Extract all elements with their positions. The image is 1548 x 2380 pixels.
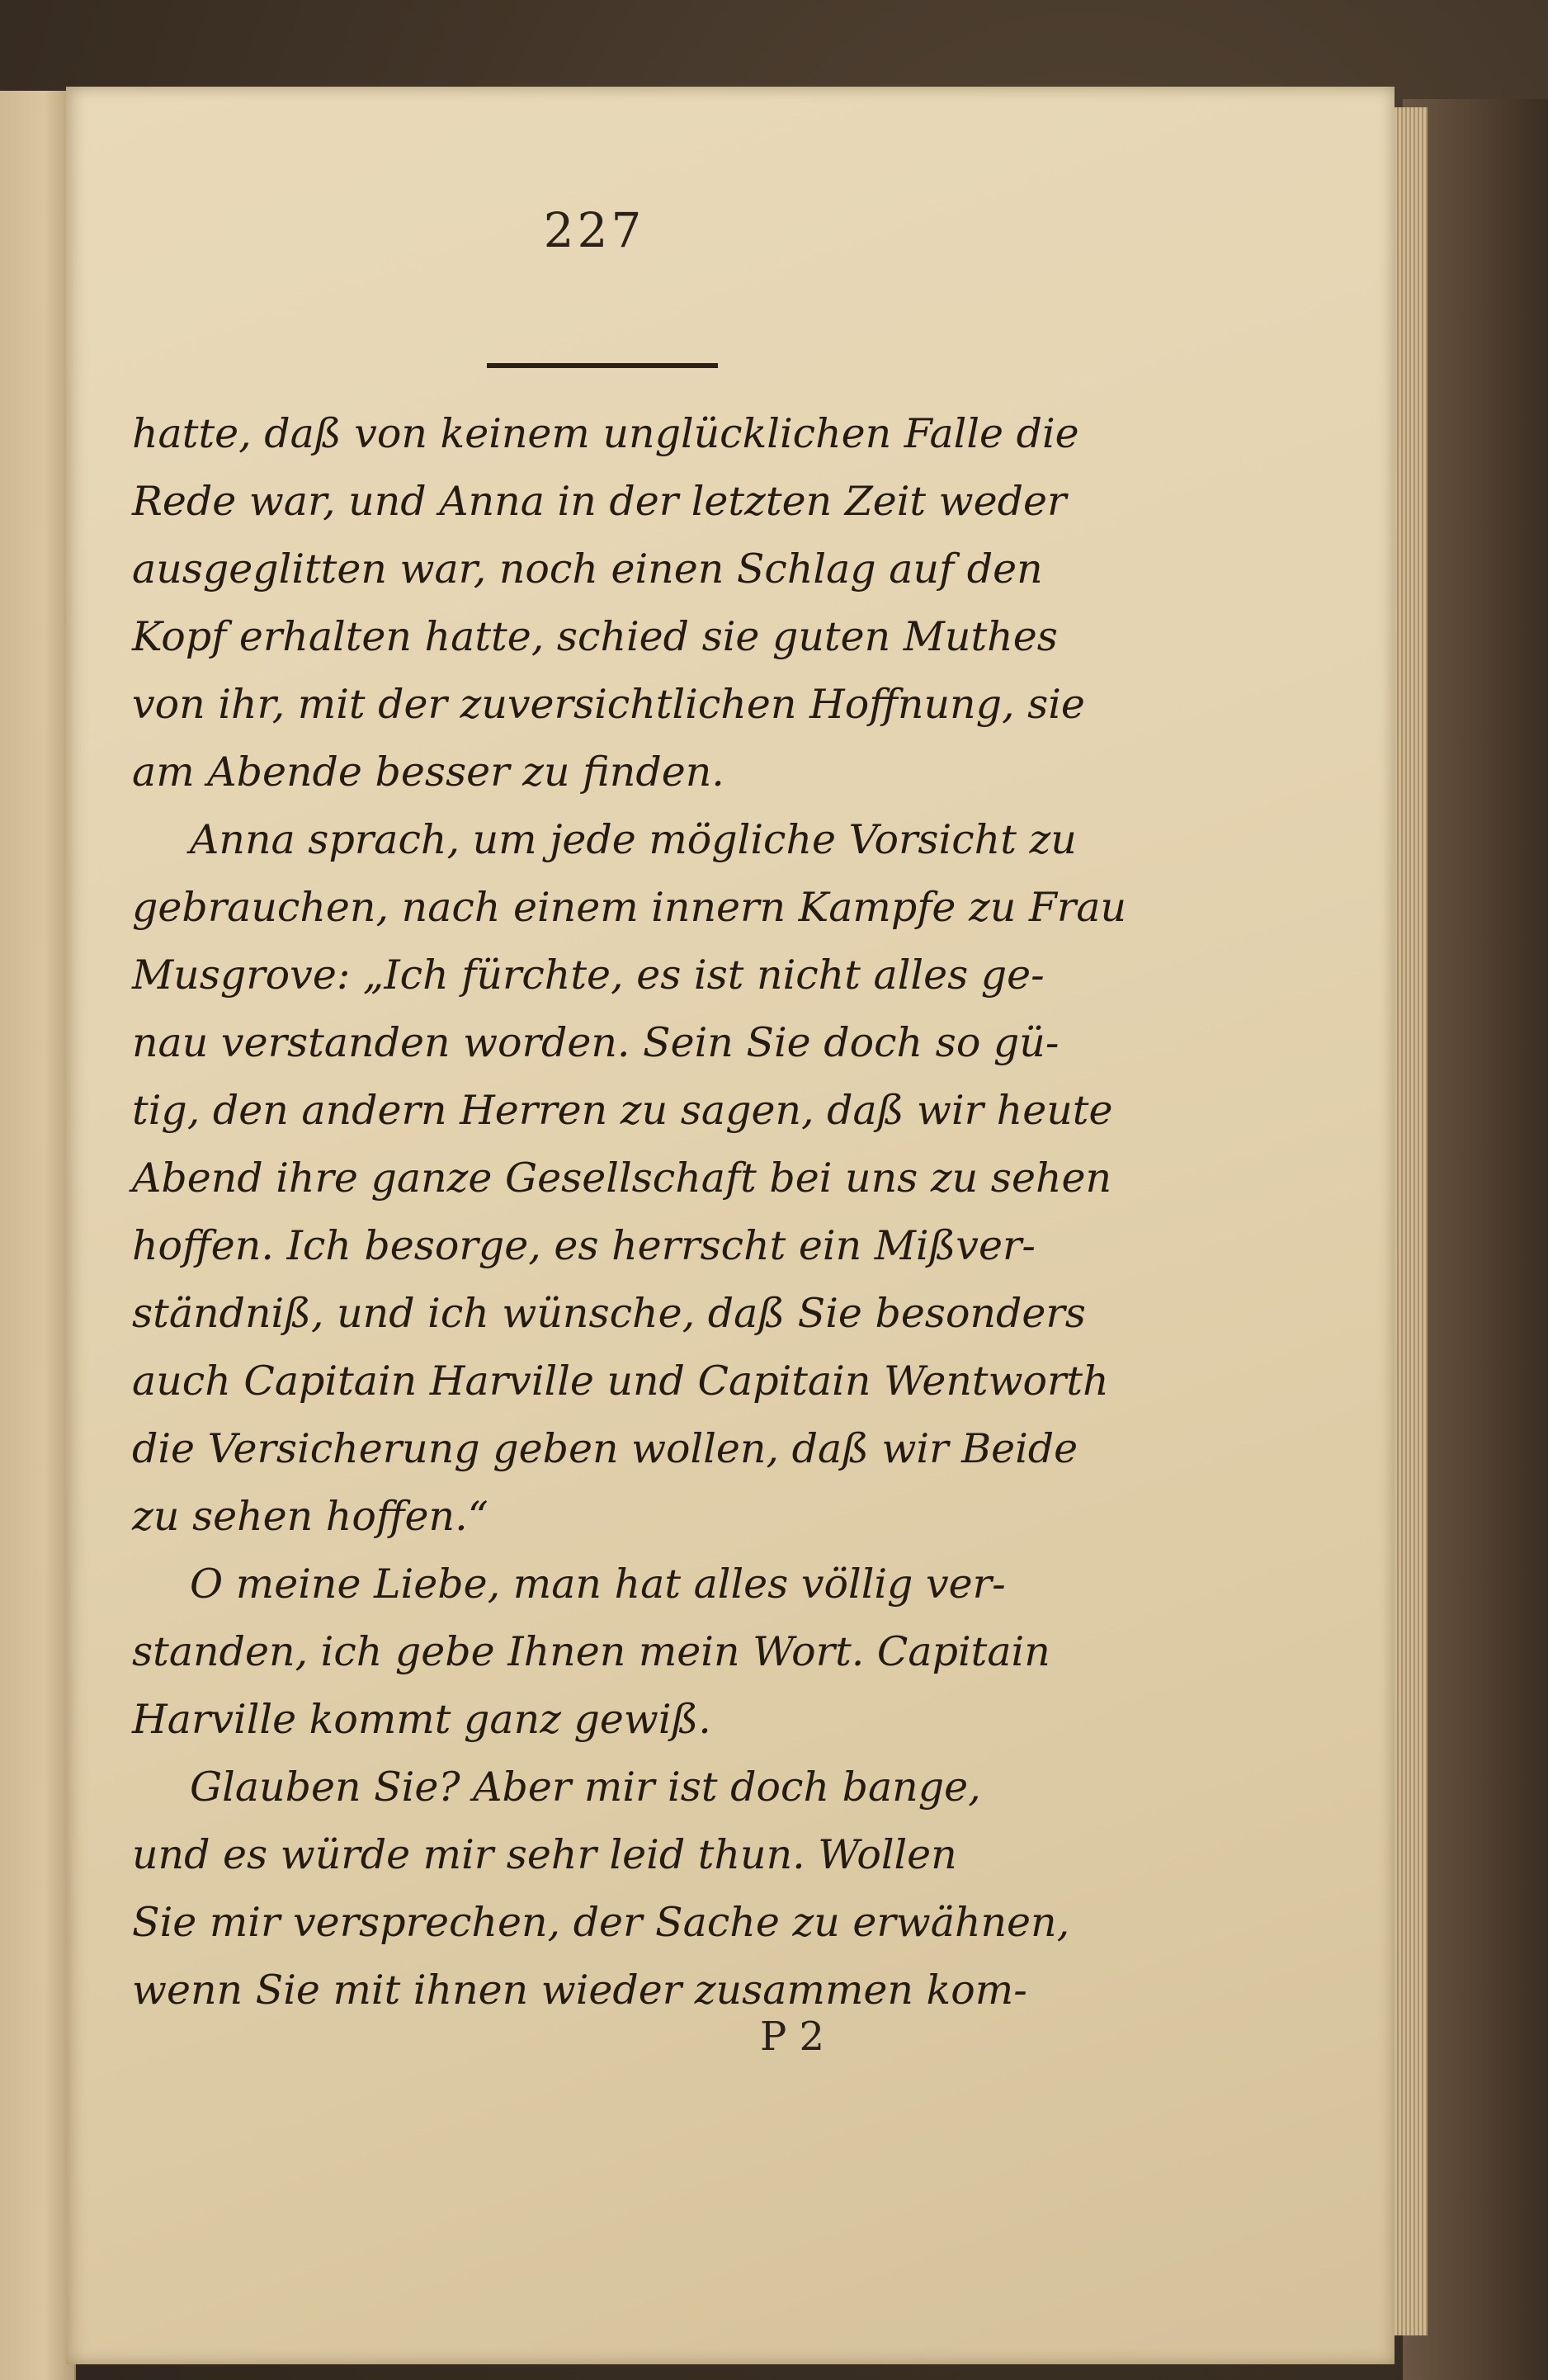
text-line: die Versicherung geben wollen, daß wir Beide — [132, 1425, 1078, 1472]
text-line: zu sehen hoffen.“ — [132, 1493, 488, 1540]
signature-mark: P 2 — [759, 2014, 825, 2060]
text-line: ständniß, und ich wünsche, daß Sie besonders — [132, 1290, 1086, 1337]
text-line: Glauben Sie? Aber mir ist doch bange, — [190, 1764, 981, 1811]
text-line: nau verstanden worden. Sein Sie doch so gü- — [132, 1019, 1060, 1066]
text-line: hatte, daß von keinem unglücklichen Falle die — [132, 410, 1079, 457]
text-line: tig, den andern Herren zu sagen, daß wir heute — [132, 1087, 1113, 1134]
page-text — [132, 400, 1127, 2024]
text-line: Anna sprach, um jede mögliche Vorsicht zu — [190, 816, 1077, 863]
header-rule — [487, 363, 718, 368]
left-page-edge — [0, 91, 76, 2380]
text-line: auch Capitain Harville und Capitain Wentworth — [132, 1358, 1109, 1405]
text-line: und es würde mir sehr leid thun. Wollen — [132, 1831, 957, 1878]
text-line: am Abende besser zu finden. — [132, 748, 724, 796]
text-line: wenn Sie mit ihnen wieder zusammen kom- — [132, 1967, 1027, 2014]
text-line: Harville kommt ganz gewiß. — [132, 1696, 711, 1743]
text-line: Musgrove: „Ich fürchte, es ist nicht alles ge- — [132, 952, 1045, 999]
text-line: Sie mir versprechen, der Sache zu erwähnen, — [132, 1899, 1070, 1946]
text-line: Abend ihre ganze Gesellschaft bei uns zu sehen — [132, 1155, 1112, 1202]
text-line: Rede war, und Anna in der letzten Zeit weder — [132, 478, 1067, 525]
text-line: ausgeglitten war, noch einen Schlag auf den — [132, 545, 1043, 593]
text-line: standen, ich gebe Ihnen mein Wort. Capitain — [132, 1628, 1050, 1675]
text-line: O meine Liebe, man hat alles völlig ver- — [190, 1561, 1006, 1608]
text-line: gebrauchen, nach einem innern Kampfe zu Frau — [132, 884, 1127, 931]
text-line: hoffen. Ich besorge, es herrscht ein Mißver- — [132, 1222, 1036, 1269]
text-line: von ihr, mit der zuversichtlichen Hoffnung, sie — [132, 681, 1085, 728]
text-line: Kopf erhalten hatte, schied sie guten Muthes — [132, 613, 1058, 660]
page-number: 227 — [543, 202, 645, 258]
